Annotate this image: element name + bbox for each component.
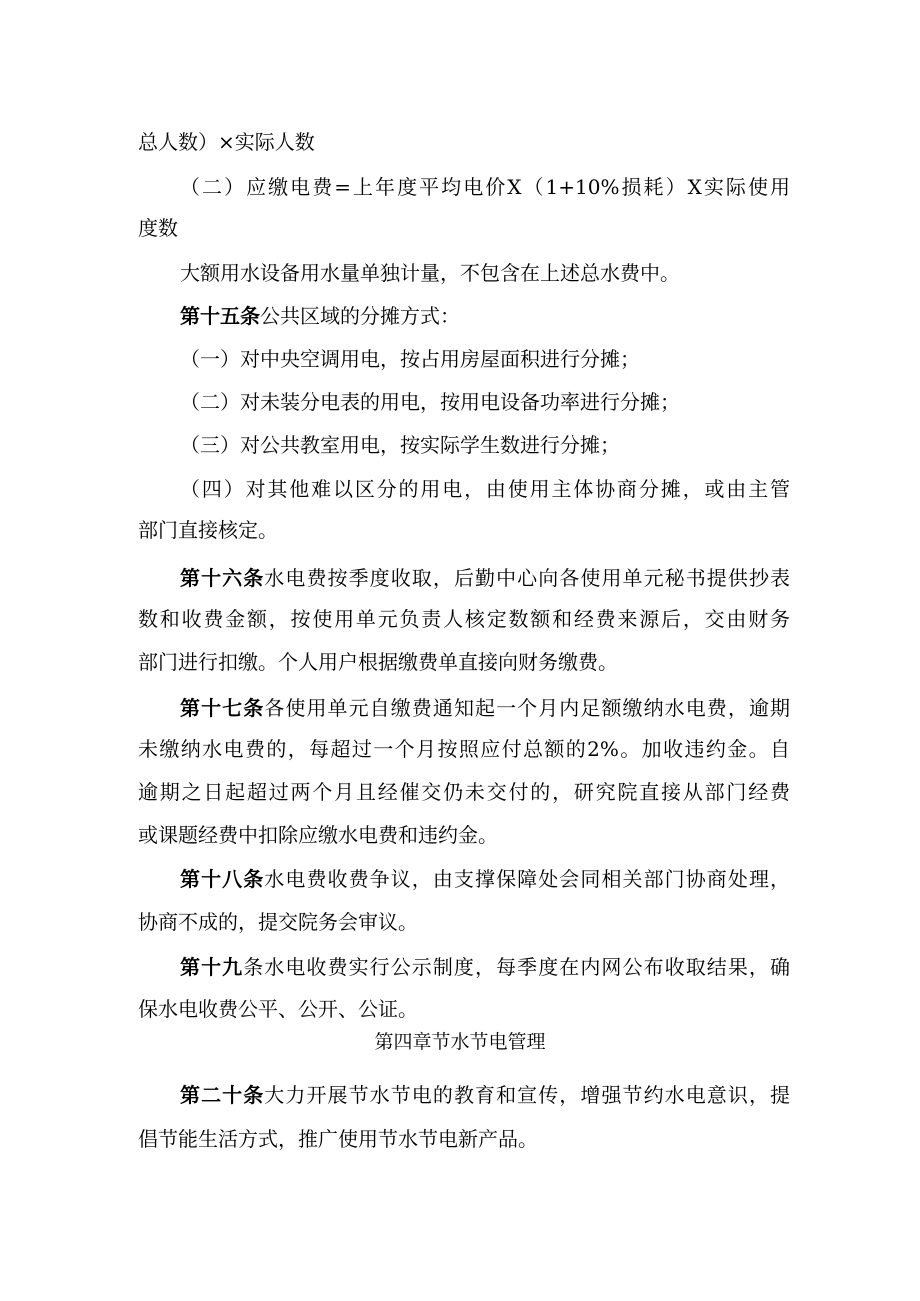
article-line xyxy=(180,563,790,593)
text-line xyxy=(138,777,790,807)
line-text: 大力开展节水节电的教育和宣传，增强节约水电意识，提 xyxy=(264,1083,791,1107)
line-text: 协商不成的，提交院务会审议。 xyxy=(138,910,418,934)
article-line xyxy=(180,301,460,331)
article-line xyxy=(180,693,790,723)
line-text: （四）对其他难以区分的用电，由使用主体协商分摊，或由主管 xyxy=(180,477,790,501)
article-label: 第十七条 xyxy=(180,696,265,720)
text-line xyxy=(138,1124,538,1154)
line-text: 部门直接核定。 xyxy=(138,518,278,542)
text-line xyxy=(138,604,790,634)
text-line xyxy=(138,213,178,243)
article-line xyxy=(180,1080,790,1110)
text-line xyxy=(138,907,418,937)
line-text: 大额用水设备用水量单独计量，不包含在上述总水费中。 xyxy=(180,261,680,285)
line-text: 保水电收费公平、公开、公证。 xyxy=(138,997,418,1021)
line-text: 总人数）×实际人数 xyxy=(138,130,315,154)
line-text: 或课题经费中扣除应缴水电费和违约金。 xyxy=(138,823,498,847)
text-line xyxy=(180,474,790,504)
text-line xyxy=(138,647,618,677)
line-text: 度数 xyxy=(138,216,178,240)
line-text: 条水电收费实行公示制度，每季度在内网公布收取结果，确 xyxy=(243,955,791,979)
article-line xyxy=(180,864,790,894)
text-line xyxy=(138,734,790,764)
line-text: 倡节能生活方式，推广使用节水节电新产品。 xyxy=(138,1127,538,1151)
article-line xyxy=(180,952,790,982)
text-line xyxy=(180,344,640,374)
text-line xyxy=(138,127,315,157)
article-label: 第十五条 xyxy=(180,304,260,328)
line-text: 数和收费金额，按使用单元负责人核定数额和经费来源后，交由财务 xyxy=(138,607,790,631)
chapter-heading: 第四章节水节电管理 xyxy=(374,1031,546,1053)
line-text: 部门进行扣缴。个人用户根据缴费单直接向财务缴费。 xyxy=(138,650,618,674)
text-line xyxy=(180,172,790,202)
line-text: （一）对中央空调用电，按占用房屋面积进行分摊； xyxy=(180,347,640,371)
line-text: （二）对未装分电表的用电，按用电设备功率进行分摊； xyxy=(180,390,680,414)
line-text: 逾期之日起超过两个月且经催交仍未交付的，研究院直接从部门经费 xyxy=(138,780,790,804)
text-line xyxy=(138,994,418,1024)
article-label: 第十八条 xyxy=(180,867,265,891)
line-text: 公共区域的分摊方式： xyxy=(260,304,460,328)
article-label: 第十六条 xyxy=(180,566,265,590)
line-text: 水电费收费争议，由支撑保障处会同相关部门协商处理， xyxy=(264,867,791,891)
line-text: （三）对公共教室用电，按实际学生数进行分摊； xyxy=(180,433,620,457)
text-line xyxy=(138,820,498,850)
line-text: 水电费按季度收取，后勤中心向各使用单元秘书提供抄表 xyxy=(264,566,791,590)
text-line xyxy=(180,258,680,288)
line-text: （二）应缴电费=上年度平均电价X（1+10%损耗）X实际使用 xyxy=(180,175,790,199)
line-text: 未缴纳水电费的，每超过一个月按照应付总额的2%。加收违约金。自 xyxy=(138,737,790,761)
text-line xyxy=(180,387,680,417)
text-line xyxy=(138,515,278,545)
article-label: 第二十条 xyxy=(180,1083,265,1107)
line-text: 各使用单元自缴费通知起一个月内足额缴纳水电费，逾期 xyxy=(264,696,791,720)
article-label: 第十九 xyxy=(180,955,244,979)
text-line xyxy=(180,430,620,460)
